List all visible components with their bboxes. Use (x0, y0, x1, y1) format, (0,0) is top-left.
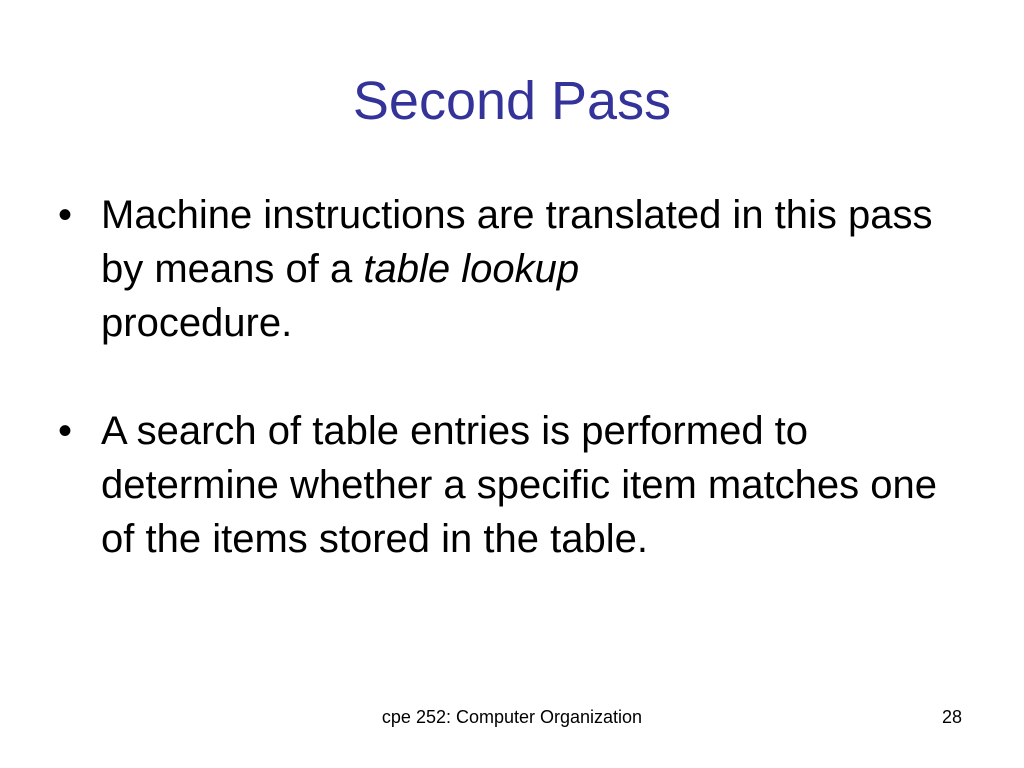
footer-course: cpe 252: Computer Organization (381, 707, 643, 727)
bullet-text-after: procedure. (101, 301, 293, 345)
page-number: 28 (941, 707, 962, 727)
bullet-icon: • (58, 409, 73, 453)
bullet-text: A search of table entries is performed to determine whether a specific item matches one of the items stored in the table. (101, 409, 937, 561)
bullet-icon: • (58, 193, 73, 237)
bullet-item (58, 404, 978, 566)
bullet-text-before: Machine instructions are translated in this pass by means of a (101, 193, 933, 291)
bullet-item (58, 188, 978, 350)
bullet-emphasis-text: table lookup (363, 247, 580, 291)
slide-title: Second Pass (352, 71, 672, 131)
bullet-list (58, 188, 978, 620)
